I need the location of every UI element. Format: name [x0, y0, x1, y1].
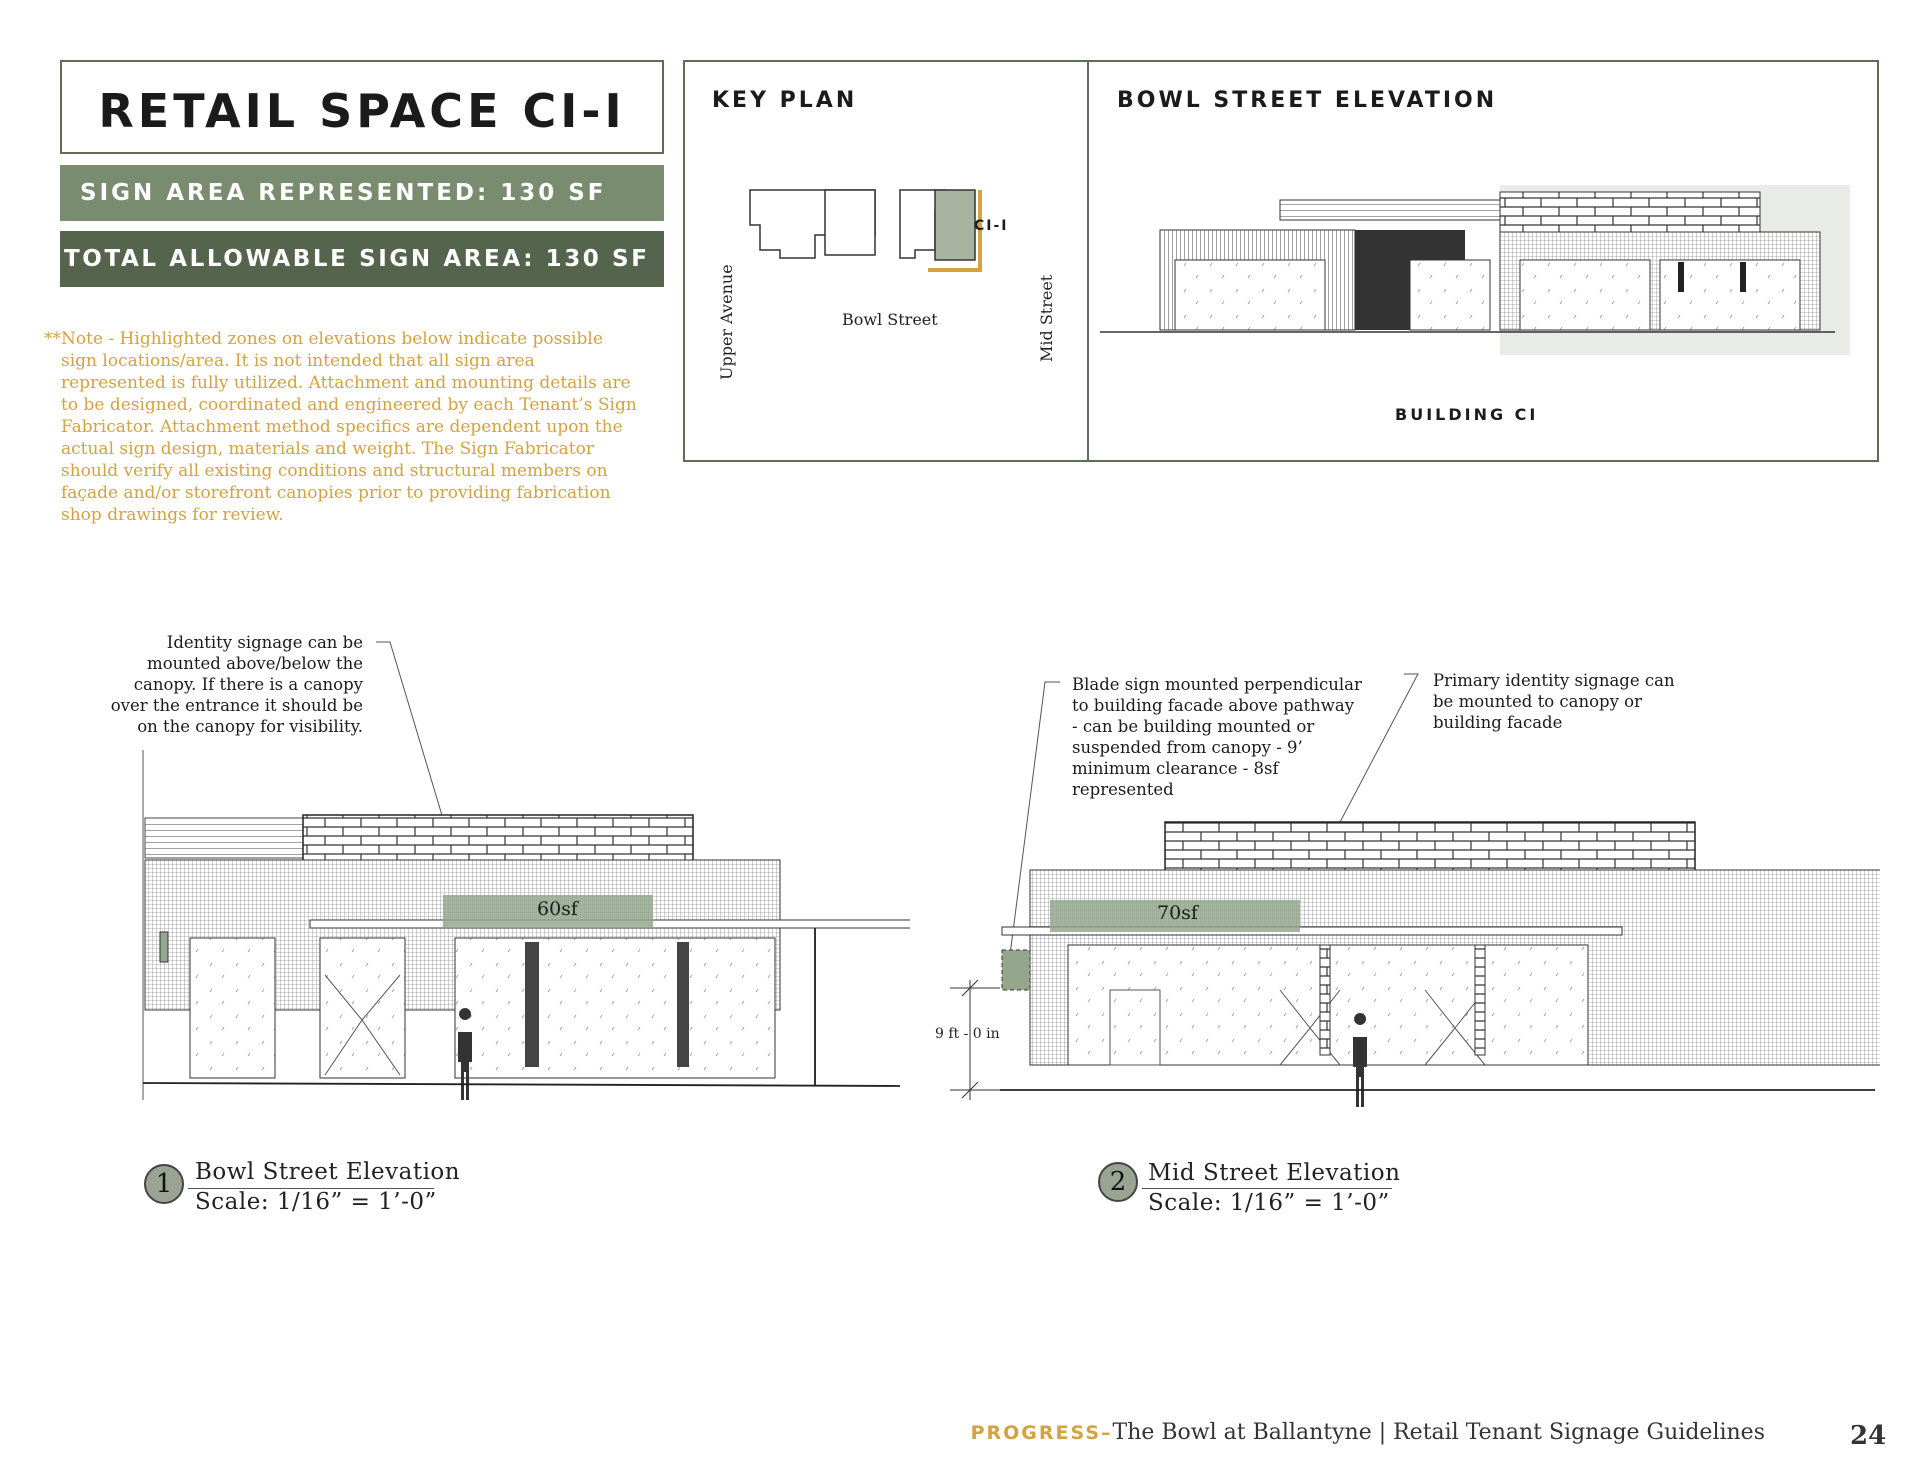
elevation-1-title: Bowl Street Elevation	[195, 1159, 461, 1185]
overview-brick-parapet	[1500, 192, 1760, 232]
elevation-2-title: Mid Street Elevation	[1148, 1160, 1401, 1186]
dark-pier-1	[525, 942, 539, 1067]
blade-sign-annotation: Blade sign mounted perpendicular to building facade above pathway - can be building mounted or suspended from canopy - 9’ minimum clearance - 8sf represented	[1072, 675, 1362, 799]
elevation-1-number: 1	[144, 1164, 184, 1204]
pier-a	[1320, 945, 1330, 1055]
overview-pier-1	[1678, 262, 1684, 292]
footer	[971, 1420, 1765, 1445]
key-plan-building-left-unit	[825, 190, 875, 255]
overview-storefront-2	[1410, 260, 1490, 330]
building-ci-label: BUILDING CI	[1395, 405, 1539, 424]
storefront-bay-3	[455, 938, 775, 1078]
overview-storefront-1	[1175, 260, 1325, 330]
fabrication-note-text: **Note - Highlighted zones on elevations below indicate possible sign locations/area. It is not intended that all sign area represented is fully utilized. Attachment and mounting details are to be designed, coordinated and engineered by each Tenant’s Sign Fabricator. Attachment method specifics are dependent upon the actual sign design, materials and weight. The Sign Fabricator should verify all existing conditions and structural members on façade and/or storefront canopies prior to providing fabrication shop drawings for review.	[44, 329, 637, 525]
title-box	[60, 60, 664, 154]
blade-sign-8sf	[1002, 950, 1030, 990]
elevation-2-scale: Scale: 1/16” = 1’-0”	[1148, 1190, 1390, 1216]
identity-signage-annotation: Identity signage can be mounted above/below the canopy. If there is a canopy over the entrance it should be on the canopy for visibility.	[110, 633, 363, 736]
street-bowl-street: Bowl Street	[842, 310, 938, 329]
sign-area-represented-bar: SIGN AREA REPRESENTED: 130 SF	[60, 165, 664, 221]
sign-area-label-60sf: 60sf	[537, 898, 578, 920]
footer-text: The Bowl at Ballantyne | Retail Tenant Signage Guidelines	[1112, 1420, 1765, 1445]
panel-divider	[1087, 60, 1089, 462]
page-number: 24	[1850, 1421, 1887, 1451]
overview-storefront-3	[1520, 260, 1650, 330]
elevation-2-underline	[1142, 1188, 1392, 1189]
elevation-1-scale: Scale: 1/16” = 1’-0”	[195, 1189, 437, 1215]
elevation-2-number: 2	[1098, 1162, 1138, 1202]
street-mid-street: Mid Street	[1037, 274, 1056, 362]
small-blade-sign	[160, 932, 168, 962]
mid-street-elevation-drawing	[940, 670, 1880, 1110]
fabrication-note	[44, 328, 644, 526]
key-plan-diagram	[740, 180, 1070, 290]
upper-slat-screen	[145, 818, 325, 858]
sign-area-label-70sf: 70sf	[1157, 902, 1198, 924]
bowl-street-elevation-drawing	[100, 620, 910, 1100]
clearance-label: 9 ft - 0 in	[935, 1026, 1000, 1042]
page-title: RETAIL SPACE CI-I	[98, 84, 626, 138]
storefront-bay-2	[320, 938, 405, 1078]
building-elevation-overview	[1100, 180, 1860, 360]
overview-pier-2	[1740, 262, 1746, 292]
key-plan-ci1-unit	[935, 190, 975, 260]
key-plan-unit-label: CI-I	[974, 218, 1009, 234]
bowl-street-elevation-title: BOWL STREET ELEVATION	[1117, 88, 1498, 113]
primary-identity-annotation: Primary identity signage can be mounted to canopy or building facade	[1433, 671, 1675, 732]
dark-pier-2	[677, 942, 689, 1067]
key-plan-title: KEY PLAN	[712, 88, 858, 113]
ground-line-1	[143, 1083, 900, 1086]
street-upper-avenue: Upper Avenue	[717, 264, 736, 380]
pier-b	[1475, 945, 1485, 1055]
footer-brand: PROGRESS–	[970, 1422, 1113, 1444]
storefront-bay-1	[190, 938, 275, 1078]
total-allowable-sign-area-bar: TOTAL ALLOWABLE SIGN AREA: 130 SF	[60, 231, 664, 287]
